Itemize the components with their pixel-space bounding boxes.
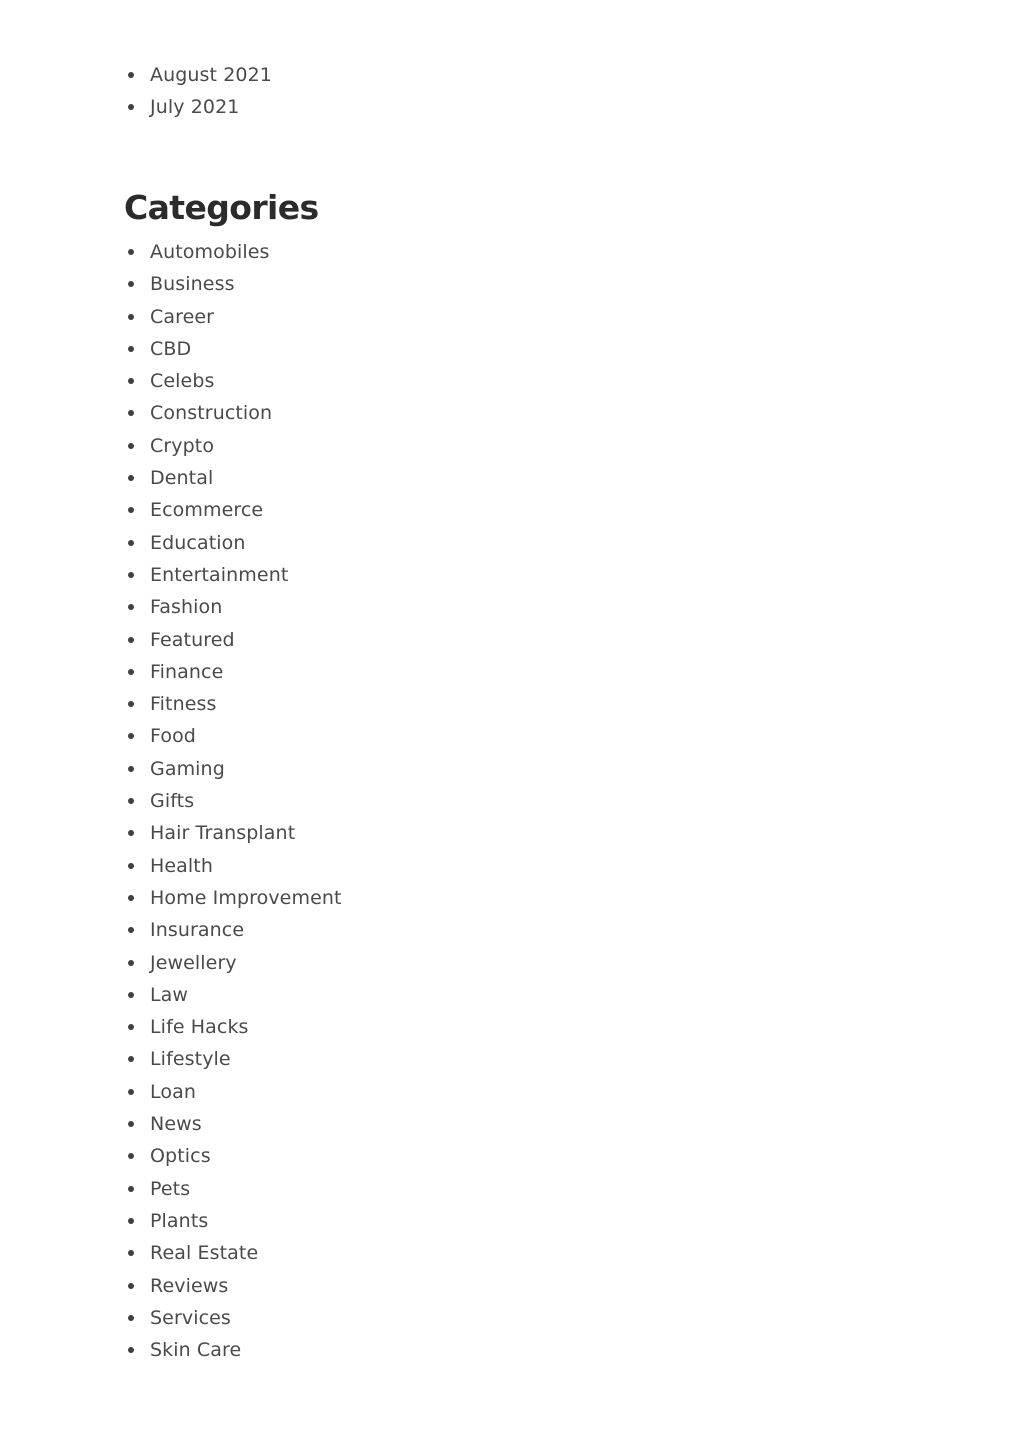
category-link-reviews[interactable]: Reviews	[150, 1274, 229, 1297]
category-list-item	[124, 688, 924, 720]
bullet-icon	[128, 927, 134, 933]
category-list-item	[124, 1302, 924, 1334]
bullet-icon	[128, 572, 134, 578]
bullet-icon	[128, 863, 134, 869]
archive-list-item	[124, 59, 924, 91]
category-list-item	[124, 1108, 924, 1140]
category-link-ecommerce[interactable]: Ecommerce	[150, 499, 264, 522]
bullet-icon	[128, 104, 134, 110]
category-list-item	[124, 720, 924, 752]
categories-heading: Categories	[124, 188, 319, 227]
bullet-icon	[128, 960, 134, 966]
bullet-icon	[128, 992, 134, 998]
category-list-item	[124, 1043, 924, 1075]
category-link-automobiles[interactable]: Automobiles	[150, 241, 270, 263]
category-link-fashion[interactable]: Fashion	[150, 596, 223, 619]
category-list-item	[124, 365, 924, 397]
bullet-icon	[128, 72, 134, 78]
bullet-icon	[128, 378, 134, 384]
category-list-item	[124, 817, 924, 849]
archive-list-item	[124, 91, 924, 123]
bullet-icon	[128, 669, 134, 675]
category-link-construction[interactable]: Construction	[150, 402, 273, 425]
category-link-insurance[interactable]: Insurance	[150, 919, 245, 942]
bullet-icon	[128, 701, 134, 707]
category-link-law[interactable]: Law	[150, 983, 189, 1006]
category-link-business[interactable]: Business	[150, 273, 235, 296]
category-link-food[interactable]: Food	[150, 725, 196, 748]
category-link-education[interactable]: Education	[150, 531, 246, 554]
category-list-item	[124, 1173, 924, 1205]
archive-link-july-2021[interactable]: July 2021	[150, 96, 240, 119]
category-list-item	[124, 559, 924, 591]
bullet-icon	[128, 637, 134, 643]
category-link-featured[interactable]: Featured	[150, 628, 235, 651]
category-list-item	[124, 591, 924, 623]
category-list-item	[124, 1237, 924, 1269]
category-list-item	[124, 1011, 924, 1043]
category-link-cbd[interactable]: CBD	[150, 337, 192, 360]
bullet-icon	[128, 1218, 134, 1224]
bullet-icon	[128, 475, 134, 481]
bullet-icon	[128, 798, 134, 804]
category-link-gaming[interactable]: Gaming	[150, 757, 225, 780]
bullet-icon	[128, 410, 134, 416]
category-link-lifestyle[interactable]: Lifestyle	[150, 1048, 231, 1071]
category-list-item	[124, 268, 924, 300]
categories-widget	[124, 186, 924, 1366]
category-list-item	[124, 656, 924, 688]
category-list-item	[124, 430, 924, 462]
category-list-item	[124, 1205, 924, 1237]
category-list-item	[124, 785, 924, 817]
category-link-skin-care[interactable]: Skin Care	[150, 1339, 242, 1362]
category-list-item	[124, 882, 924, 914]
category-list-item	[124, 301, 924, 333]
category-link-life-hacks[interactable]: Life Hacks	[150, 1016, 249, 1039]
archives-list	[124, 59, 924, 124]
bullet-icon	[128, 830, 134, 836]
category-link-loan[interactable]: Loan	[150, 1080, 196, 1103]
bullet-icon	[128, 1089, 134, 1095]
bullet-icon	[128, 1283, 134, 1289]
category-link-health[interactable]: Health	[150, 854, 213, 877]
category-list-item	[124, 1140, 924, 1172]
category-list-item	[124, 397, 924, 429]
category-list-item	[124, 850, 924, 882]
category-list-item	[124, 333, 924, 365]
bullet-icon	[128, 895, 134, 901]
bullet-icon	[128, 249, 134, 255]
bullet-icon	[128, 540, 134, 546]
bullet-icon	[128, 1250, 134, 1256]
bullet-icon	[128, 281, 134, 287]
bullet-icon	[128, 443, 134, 449]
category-link-pets[interactable]: Pets	[150, 1177, 191, 1200]
category-list-item	[124, 914, 924, 946]
category-link-jewellery[interactable]: Jewellery	[150, 951, 237, 974]
category-link-entertainment[interactable]: Entertainment	[150, 563, 289, 586]
bullet-icon	[128, 346, 134, 352]
category-list-item	[124, 527, 924, 559]
bullet-icon	[128, 1153, 134, 1159]
category-link-hair-transplant[interactable]: Hair Transplant	[150, 822, 296, 845]
category-list-item	[124, 236, 924, 268]
category-link-finance[interactable]: Finance	[150, 660, 224, 683]
bullet-icon	[128, 1121, 134, 1127]
archive-link-august-2021[interactable]: August 2021	[150, 64, 272, 86]
category-link-celebs[interactable]: Celebs	[150, 370, 215, 393]
category-list-item	[124, 1076, 924, 1108]
category-link-crypto[interactable]: Crypto	[150, 434, 215, 457]
bullet-icon	[128, 314, 134, 320]
category-link-career[interactable]: Career	[150, 305, 215, 328]
bullet-icon	[128, 604, 134, 610]
category-link-gifts[interactable]: Gifts	[150, 790, 195, 813]
category-list-item	[124, 1334, 924, 1366]
category-list-item	[124, 494, 924, 526]
category-list-item	[124, 462, 924, 494]
categories-list	[124, 236, 924, 1366]
bullet-icon	[128, 1315, 134, 1321]
category-list-item	[124, 1270, 924, 1302]
category-list-item	[124, 947, 924, 979]
bullet-icon	[128, 507, 134, 513]
bullet-icon	[128, 1347, 134, 1353]
category-link-fitness[interactable]: Fitness	[150, 693, 217, 716]
bullet-icon	[128, 1186, 134, 1192]
category-link-plants[interactable]: Plants	[150, 1209, 209, 1232]
category-list-item	[124, 979, 924, 1011]
bullet-icon	[128, 1056, 134, 1062]
category-list-item	[124, 624, 924, 656]
category-link-home-improvement[interactable]: Home Improvement	[150, 886, 342, 909]
archives-widget	[124, 59, 924, 124]
category-link-real-estate[interactable]: Real Estate	[150, 1242, 259, 1265]
category-link-optics[interactable]: Optics	[150, 1145, 211, 1168]
category-link-news[interactable]: News	[150, 1113, 202, 1136]
bullet-icon	[128, 766, 134, 772]
category-list-item	[124, 753, 924, 785]
bullet-icon	[128, 1024, 134, 1030]
category-link-services[interactable]: Services	[150, 1306, 231, 1329]
bullet-icon	[128, 733, 134, 739]
category-link-dental[interactable]: Dental	[150, 467, 214, 490]
